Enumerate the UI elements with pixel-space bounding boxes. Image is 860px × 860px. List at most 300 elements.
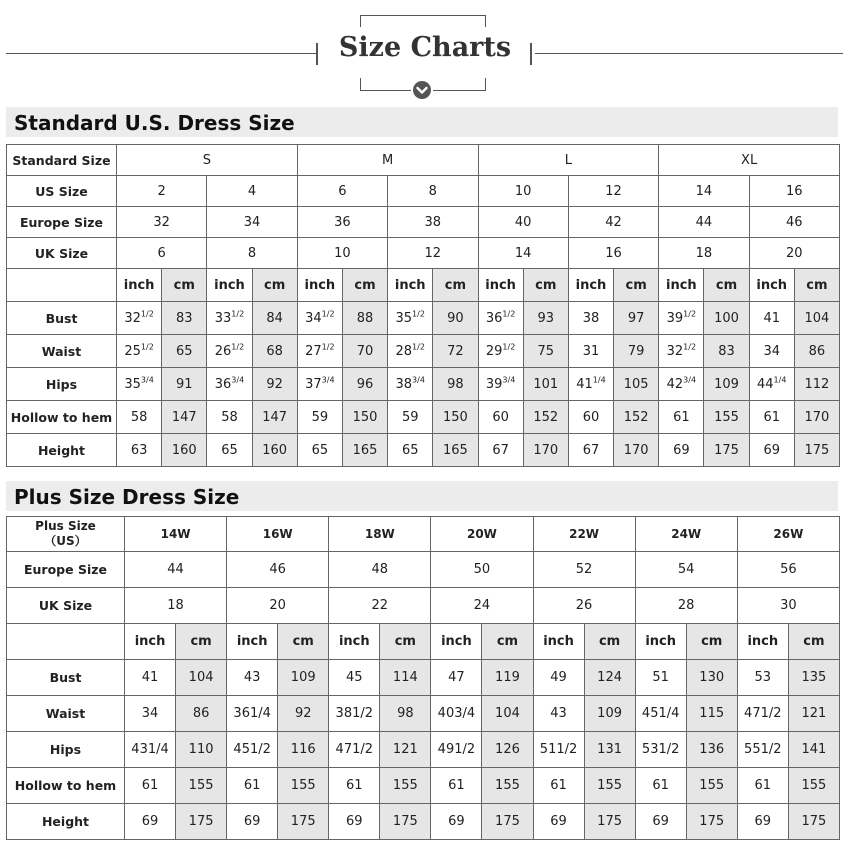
uk-size-cell: 20: [749, 238, 839, 269]
uk-size-cell: 18: [659, 238, 749, 269]
measure-cell: 83: [162, 302, 207, 335]
us-size-cell: 4: [207, 176, 297, 207]
plus-size-cell: 24W: [635, 517, 737, 552]
measure-cell: 60: [478, 401, 523, 434]
measure-cell: 41: [125, 660, 176, 696]
measure-cell: 100: [704, 302, 749, 335]
value-whole: 36: [214, 376, 232, 392]
measure-cell: 551/2: [737, 732, 788, 768]
measure-cell: 431/4: [125, 732, 176, 768]
measure-cell: 72: [433, 335, 478, 368]
value-whole: 36: [485, 310, 503, 326]
measure-cell: 121: [380, 732, 431, 768]
unit-inch: inch: [227, 624, 278, 660]
measure-cell: 61: [125, 768, 176, 804]
row-label: Bust: [7, 302, 117, 335]
measure-cell: 175: [278, 804, 329, 840]
value-whole: 32: [666, 343, 684, 359]
measure-cell: 119: [482, 660, 533, 696]
measure-cell: 531/2: [635, 732, 686, 768]
uk-size-cell: 30: [737, 588, 839, 624]
measure-cell: 170: [523, 434, 568, 467]
table-row: [7, 176, 840, 207]
measure-cell: 98: [380, 696, 431, 732]
measure-cell: 92: [252, 368, 297, 401]
europe-size-cell: 50: [431, 552, 533, 588]
measure-cell: 47: [431, 660, 482, 696]
measure-cell: 150: [342, 401, 387, 434]
measure-cell: [478, 368, 523, 401]
measure-cell: 91: [162, 368, 207, 401]
value-whole: 34: [305, 310, 322, 326]
table-row: [7, 238, 840, 269]
measure-cell: 34: [749, 335, 794, 368]
measure-cell: [117, 302, 162, 335]
value-whole: 44: [757, 376, 774, 392]
europe-size-cell: 48: [329, 552, 431, 588]
measure-cell: 65: [207, 434, 252, 467]
value-whole: 32: [124, 310, 141, 326]
measure-cell: 90: [433, 302, 478, 335]
table-row: [7, 804, 840, 840]
measure-cell: 471/2: [329, 732, 380, 768]
measure-cell: 67: [478, 434, 523, 467]
europe-size-cell: 40: [478, 207, 568, 238]
table-row: [7, 145, 840, 176]
unit-cm: cm: [614, 269, 659, 302]
measure-cell: 61: [533, 768, 584, 804]
measure-cell: [207, 302, 252, 335]
plus-size-cell: 22W: [533, 517, 635, 552]
table-row: [7, 207, 840, 238]
row-label: Europe Size: [7, 207, 117, 238]
measure-cell: [297, 335, 342, 368]
table-row: [7, 552, 840, 588]
measure-cell: 70: [342, 335, 387, 368]
measure-cell: 451/2: [227, 732, 278, 768]
unit-cm: cm: [788, 624, 839, 660]
measure-cell: 152: [614, 401, 659, 434]
measure-cell: 155: [176, 768, 227, 804]
measure-cell: 43: [533, 696, 584, 732]
us-size-cell: 8: [388, 176, 478, 207]
measure-cell: [749, 368, 794, 401]
value-fraction: 1/2: [140, 309, 154, 319]
europe-size-cell: 46: [749, 207, 839, 238]
row-label-empty: [7, 624, 125, 660]
us-size-cell: 14: [659, 176, 749, 207]
measure-cell: 160: [252, 434, 297, 467]
measure-cell: 116: [278, 732, 329, 768]
measure-cell: [659, 368, 704, 401]
unit-inch: inch: [207, 269, 252, 302]
measure-cell: 67: [568, 434, 613, 467]
measure-cell: 155: [788, 768, 839, 804]
us-size-cell: 12: [568, 176, 658, 207]
measure-cell: 155: [380, 768, 431, 804]
table-row: [7, 434, 840, 467]
measure-cell: 61: [329, 768, 380, 804]
value-fraction: 1/4: [592, 375, 606, 385]
europe-size-cell: 56: [737, 552, 839, 588]
value-fraction: 1/2: [231, 342, 245, 352]
measure-cell: 170: [794, 401, 839, 434]
measure-cell: 68: [252, 335, 297, 368]
measure-cell: 141: [788, 732, 839, 768]
measure-cell: 43: [227, 660, 278, 696]
measure-cell: 155: [482, 768, 533, 804]
row-label: Hollow to hem: [7, 401, 117, 434]
unit-cm: cm: [794, 269, 839, 302]
row-label: Height: [7, 804, 125, 840]
uk-size-cell: 20: [227, 588, 329, 624]
table-row: [7, 269, 840, 302]
row-label: Hips: [7, 732, 125, 768]
unit-inch: inch: [568, 269, 613, 302]
measure-cell: [297, 368, 342, 401]
value-whole: 35: [124, 376, 141, 392]
measure-cell: 79: [614, 335, 659, 368]
europe-size-cell: 54: [635, 552, 737, 588]
measure-cell: [478, 302, 523, 335]
measure-cell: 65: [388, 434, 433, 467]
measure-cell: 61: [431, 768, 482, 804]
measure-cell: 511/2: [533, 732, 584, 768]
checkmark-badge-icon: [411, 79, 433, 101]
unit-inch: inch: [659, 269, 704, 302]
uk-size-cell: 22: [329, 588, 431, 624]
measure-cell: 105: [614, 368, 659, 401]
row-label: Hips: [7, 368, 117, 401]
row-label-line: Plus Size: [35, 519, 96, 533]
value-whole: 42: [666, 376, 684, 392]
row-label-line: （US）: [44, 534, 87, 548]
measure-cell: 175: [788, 804, 839, 840]
measure-cell: 147: [162, 401, 207, 434]
standard-size-table: [6, 144, 840, 467]
measure-cell: 86: [794, 335, 839, 368]
row-label: Europe Size: [7, 552, 125, 588]
unit-inch: inch: [329, 624, 380, 660]
measure-cell: [207, 335, 252, 368]
measure-cell: 175: [584, 804, 635, 840]
us-size-cell: 16: [749, 176, 839, 207]
measure-cell: 114: [380, 660, 431, 696]
unit-inch: inch: [635, 624, 686, 660]
measure-cell: 109: [278, 660, 329, 696]
us-size-cell: 10: [478, 176, 568, 207]
unit-cm: cm: [482, 624, 533, 660]
measure-cell: [388, 368, 433, 401]
table-row: [7, 517, 840, 552]
unit-cm: cm: [162, 269, 207, 302]
value-fraction: 1/2: [683, 309, 697, 319]
measure-cell: 104: [482, 696, 533, 732]
table-row: [7, 368, 840, 401]
measure-cell: 165: [433, 434, 478, 467]
measure-cell: 155: [704, 401, 749, 434]
measure-cell: 165: [342, 434, 387, 467]
value-fraction: 1/2: [231, 309, 245, 319]
row-label: Height: [7, 434, 117, 467]
plus-size-cell: 26W: [737, 517, 839, 552]
value-whole: 39: [666, 310, 684, 326]
measure-cell: 63: [117, 434, 162, 467]
measure-cell: 49: [533, 660, 584, 696]
value-whole: 28: [395, 343, 413, 359]
measure-cell: 69: [749, 434, 794, 467]
measure-cell: 98: [433, 368, 478, 401]
uk-size-cell: 26: [533, 588, 635, 624]
table-row: [7, 732, 840, 768]
measure-cell: [388, 335, 433, 368]
row-label: UK Size: [7, 238, 117, 269]
measure-cell: 97: [614, 302, 659, 335]
measure-cell: 69: [431, 804, 482, 840]
row-label: Standard Size: [7, 145, 117, 176]
measure-cell: 175: [482, 804, 533, 840]
europe-size-cell: 52: [533, 552, 635, 588]
measure-cell: 110: [176, 732, 227, 768]
uk-size-cell: 16: [568, 238, 658, 269]
measure-cell: [207, 368, 252, 401]
measure-cell: 175: [686, 804, 737, 840]
value-whole: 27: [305, 343, 322, 359]
unit-inch: inch: [297, 269, 342, 302]
value-fraction: 3/4: [502, 375, 516, 385]
row-label: UK Size: [7, 588, 125, 624]
measure-cell: [478, 335, 523, 368]
row-label: Waist: [7, 696, 125, 732]
row-label: Bust: [7, 660, 125, 696]
uk-size-cell: 12: [388, 238, 478, 269]
measure-cell: 155: [584, 768, 635, 804]
measure-cell: 61: [635, 768, 686, 804]
size-group-header: L: [478, 145, 659, 176]
measure-cell: 59: [297, 401, 342, 434]
plus-size-table: [6, 516, 840, 840]
table-row: [7, 335, 840, 368]
measure-cell: 69: [635, 804, 686, 840]
value-fraction: 1/2: [502, 342, 516, 352]
value-whole: 37: [305, 376, 322, 392]
measure-cell: 104: [176, 660, 227, 696]
measure-cell: 58: [117, 401, 162, 434]
measure-cell: 45: [329, 660, 380, 696]
measure-cell: 109: [704, 368, 749, 401]
size-charts-header: [0, 0, 860, 100]
measure-cell: 31: [568, 335, 613, 368]
measure-cell: 65: [297, 434, 342, 467]
measure-cell: 126: [482, 732, 533, 768]
uk-size-cell: 14: [478, 238, 568, 269]
measure-cell: 121: [788, 696, 839, 732]
table-row: [7, 588, 840, 624]
measure-cell: 112: [794, 368, 839, 401]
measure-cell: 170: [614, 434, 659, 467]
measure-cell: 86: [176, 696, 227, 732]
table-row: [7, 696, 840, 732]
europe-size-cell: 46: [227, 552, 329, 588]
value-fraction: 3/4: [231, 375, 245, 385]
measure-cell: 175: [380, 804, 431, 840]
page-title: Size Charts: [338, 32, 512, 63]
value-fraction: 1/2: [412, 309, 425, 319]
measure-cell: 175: [704, 434, 749, 467]
measure-cell: 155: [278, 768, 329, 804]
table-row: [7, 302, 840, 335]
value-whole: 33: [214, 310, 232, 326]
uk-size-cell: 10: [297, 238, 387, 269]
measure-cell: 150: [433, 401, 478, 434]
unit-inch: inch: [117, 269, 162, 302]
measure-cell: 381/2: [329, 696, 380, 732]
uk-size-cell: 24: [431, 588, 533, 624]
europe-size-cell: 38: [388, 207, 478, 238]
measure-cell: 69: [227, 804, 278, 840]
measure-cell: 61: [737, 768, 788, 804]
value-fraction: 3/4: [321, 375, 335, 385]
value-whole: 26: [214, 343, 232, 359]
measure-cell: 34: [125, 696, 176, 732]
unit-inch: inch: [533, 624, 584, 660]
measure-cell: 83: [704, 335, 749, 368]
unit-cm: cm: [278, 624, 329, 660]
unit-inch: inch: [388, 269, 433, 302]
value-fraction: 1/2: [412, 342, 425, 352]
unit-cm: cm: [686, 624, 737, 660]
unit-inch: inch: [749, 269, 794, 302]
measure-cell: [568, 368, 613, 401]
value-fraction: 3/4: [412, 375, 425, 385]
measure-cell: 101: [523, 368, 568, 401]
unit-inch: inch: [125, 624, 176, 660]
europe-size-cell: 34: [207, 207, 297, 238]
value-whole: 25: [124, 343, 141, 359]
unit-inch: inch: [737, 624, 788, 660]
value-fraction: 1/2: [502, 309, 516, 319]
value-whole: 41: [576, 376, 593, 392]
measure-cell: 130: [686, 660, 737, 696]
plus-size-cell: 16W: [227, 517, 329, 552]
measure-cell: 61: [659, 401, 704, 434]
measure-cell: 104: [794, 302, 839, 335]
plus-size-cell: 14W: [125, 517, 227, 552]
unit-inch: inch: [478, 269, 523, 302]
uk-size-cell: 18: [125, 588, 227, 624]
unit-cm: cm: [523, 269, 568, 302]
unit-cm: cm: [176, 624, 227, 660]
plus-size-cell: 20W: [431, 517, 533, 552]
measure-cell: 59: [388, 401, 433, 434]
europe-size-cell: 44: [125, 552, 227, 588]
row-label: [7, 517, 125, 552]
measure-cell: [659, 335, 704, 368]
row-label: US Size: [7, 176, 117, 207]
measure-cell: 41: [749, 302, 794, 335]
size-group-header: M: [297, 145, 478, 176]
measure-cell: 131: [584, 732, 635, 768]
value-fraction: 1/4: [773, 375, 787, 385]
unit-inch: inch: [431, 624, 482, 660]
table-row: [7, 401, 840, 434]
europe-size-cell: 32: [117, 207, 207, 238]
value-fraction: 3/4: [140, 375, 154, 385]
measure-cell: 491/2: [431, 732, 482, 768]
us-size-cell: 6: [297, 176, 387, 207]
value-fraction: 1/2: [683, 342, 697, 352]
row-label: Waist: [7, 335, 117, 368]
measure-cell: 92: [278, 696, 329, 732]
measure-cell: 109: [584, 696, 635, 732]
measure-cell: 403/4: [431, 696, 482, 732]
unit-cm: cm: [252, 269, 297, 302]
unit-cm: cm: [433, 269, 478, 302]
measure-cell: 53: [737, 660, 788, 696]
size-group-header: S: [117, 145, 298, 176]
measure-cell: 69: [125, 804, 176, 840]
plus-size-heading: Plus Size Dress Size: [6, 481, 838, 511]
measure-cell: 61: [227, 768, 278, 804]
table-row: [7, 624, 840, 660]
measure-cell: 69: [737, 804, 788, 840]
measure-cell: 58: [207, 401, 252, 434]
measure-cell: [117, 368, 162, 401]
measure-cell: 84: [252, 302, 297, 335]
header-right-rule: [535, 53, 843, 54]
title-frame-top: [360, 15, 486, 16]
measure-cell: 69: [533, 804, 584, 840]
europe-size-cell: 44: [659, 207, 749, 238]
value-whole: 38: [395, 376, 413, 392]
measure-cell: 147: [252, 401, 297, 434]
measure-cell: 124: [584, 660, 635, 696]
measure-cell: 136: [686, 732, 737, 768]
measure-cell: 451/4: [635, 696, 686, 732]
uk-size-cell: 6: [117, 238, 207, 269]
size-group-header: XL: [659, 145, 840, 176]
measure-cell: 175: [176, 804, 227, 840]
value-whole: 39: [485, 376, 503, 392]
measure-cell: 93: [523, 302, 568, 335]
measure-cell: 65: [162, 335, 207, 368]
value-fraction: 1/2: [140, 342, 154, 352]
unit-cm: cm: [584, 624, 635, 660]
measure-cell: 38: [568, 302, 613, 335]
value-fraction: 1/2: [321, 309, 335, 319]
table-row: [7, 768, 840, 804]
unit-cm: cm: [380, 624, 431, 660]
table-row: [7, 660, 840, 696]
measure-cell: [659, 302, 704, 335]
measure-cell: 152: [523, 401, 568, 434]
uk-size-cell: 8: [207, 238, 297, 269]
measure-cell: 61: [749, 401, 794, 434]
measure-cell: 51: [635, 660, 686, 696]
europe-size-cell: 36: [297, 207, 387, 238]
standard-size-heading: Standard U.S. Dress Size: [6, 107, 838, 137]
measure-cell: 175: [794, 434, 839, 467]
measure-cell: 155: [686, 768, 737, 804]
measure-cell: 115: [686, 696, 737, 732]
row-label-empty: [7, 269, 117, 302]
measure-cell: 88: [342, 302, 387, 335]
measure-cell: 361/4: [227, 696, 278, 732]
measure-cell: 96: [342, 368, 387, 401]
measure-cell: 69: [329, 804, 380, 840]
measure-cell: 160: [162, 434, 207, 467]
plus-size-cell: 18W: [329, 517, 431, 552]
